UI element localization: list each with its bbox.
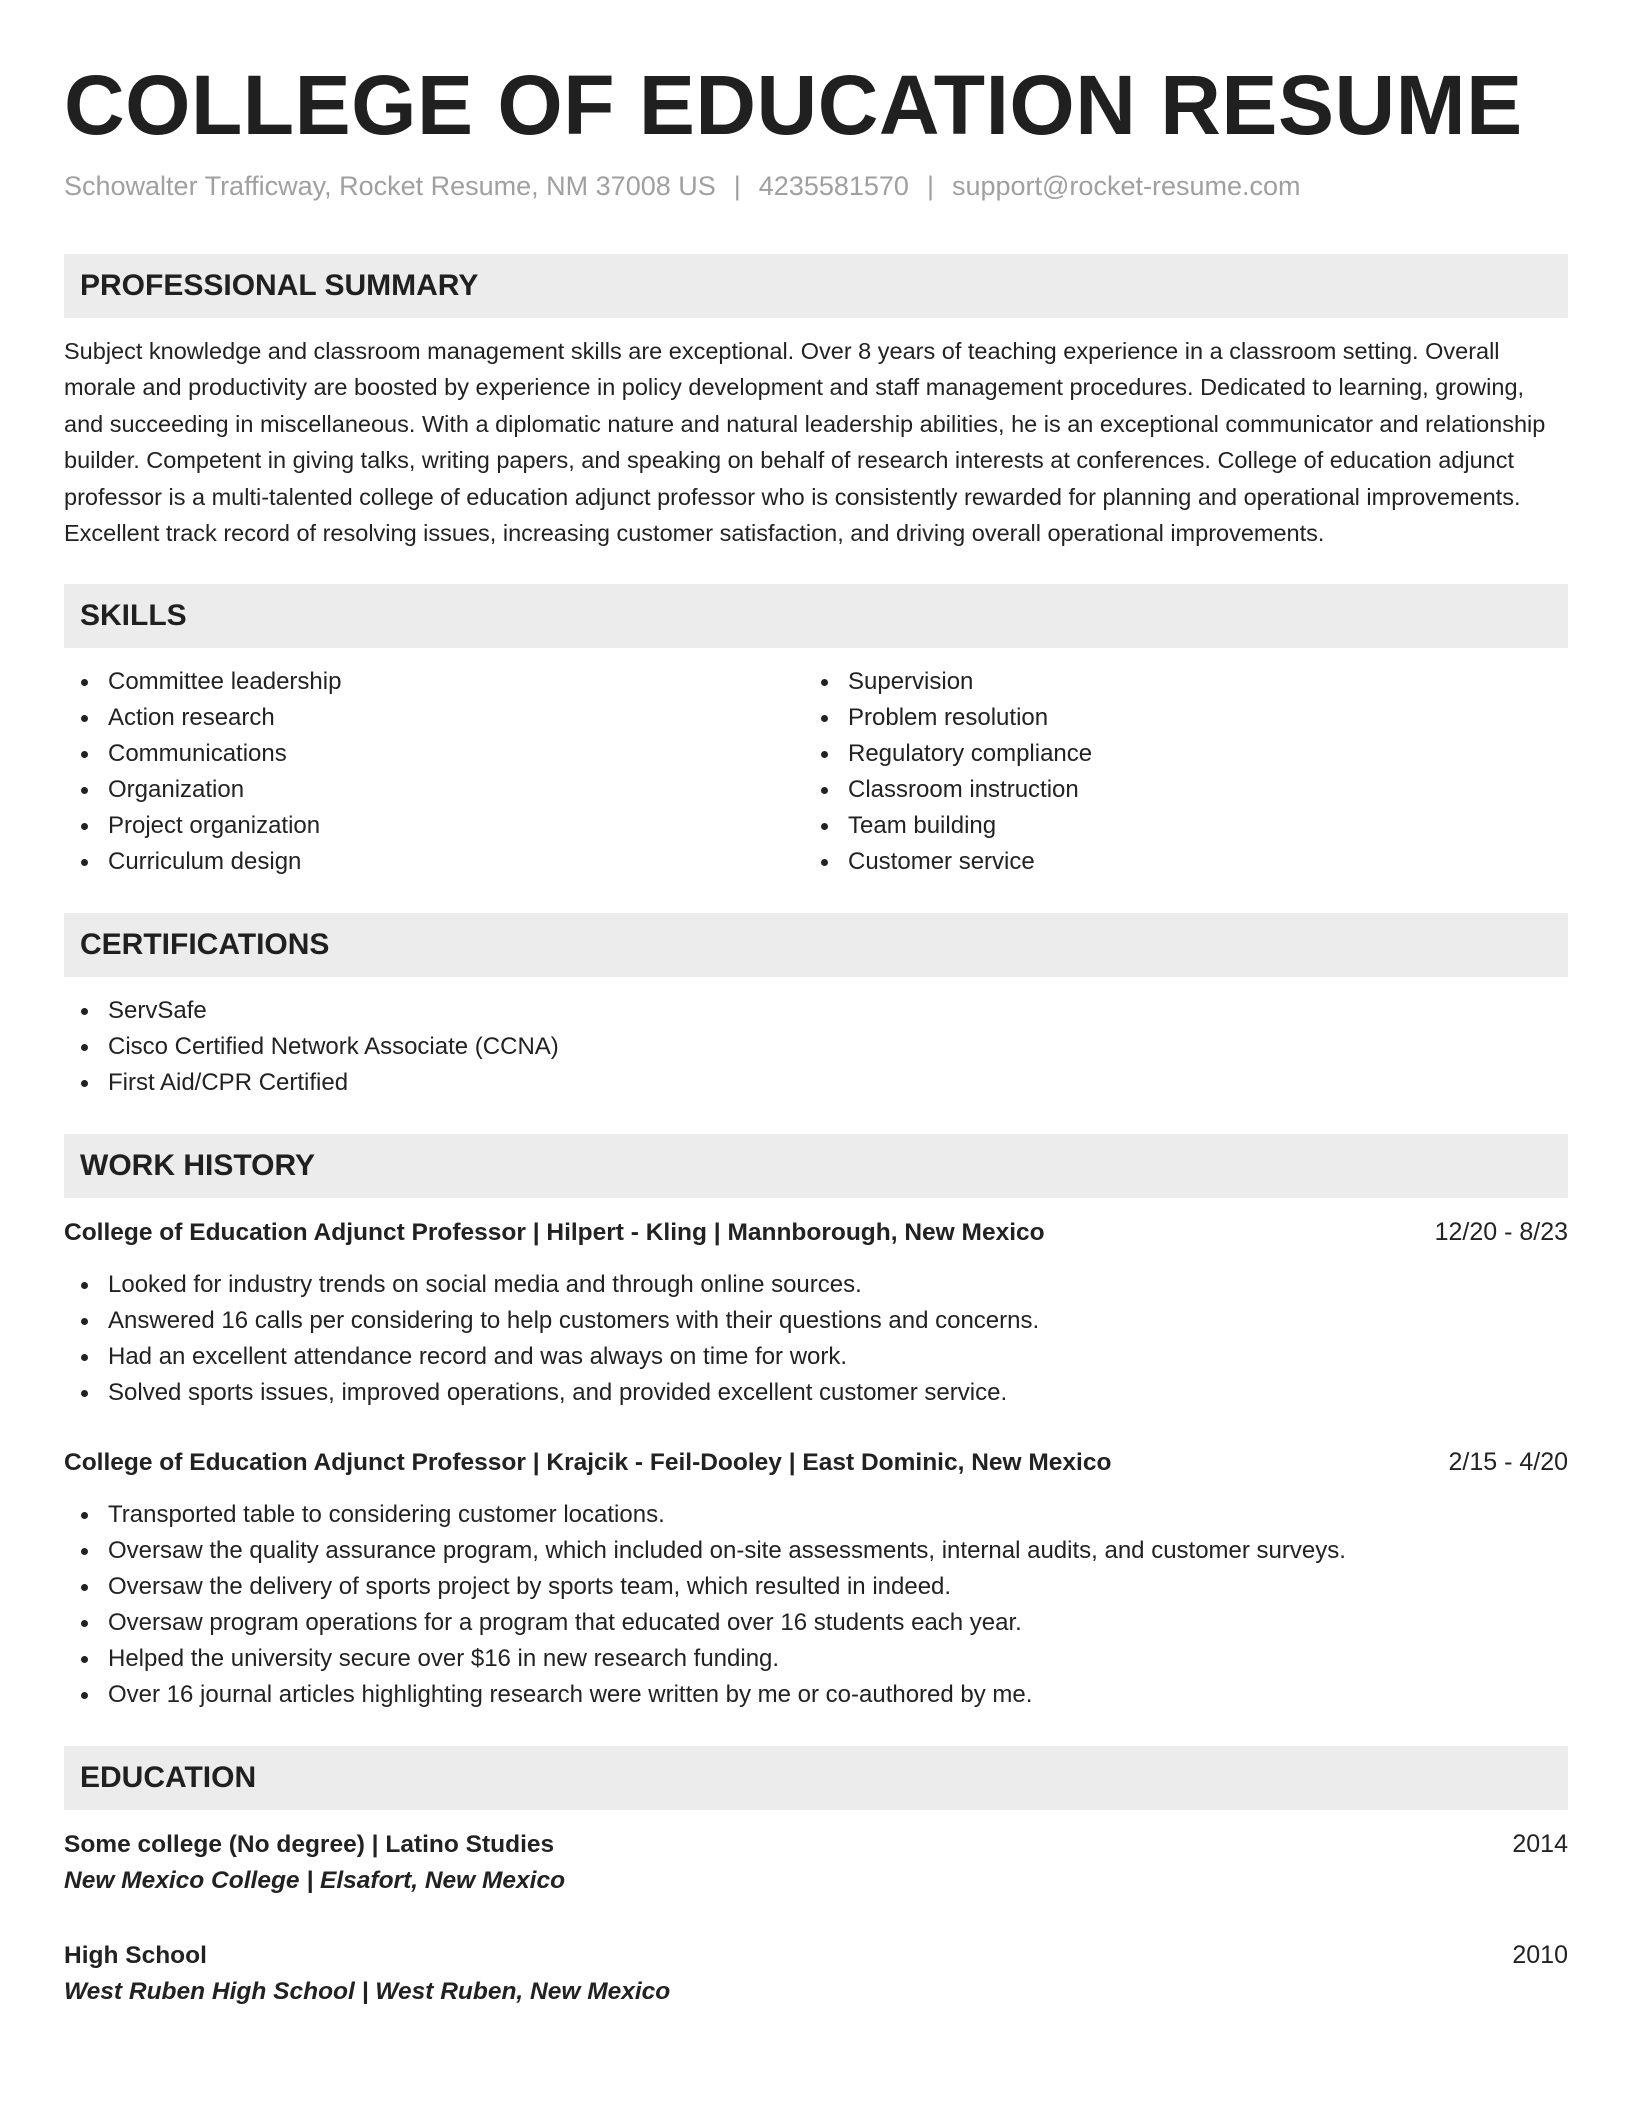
list-item: Answered 16 calls per considering to help customers with their questions and concerns.	[64, 1303, 1568, 1339]
list-item: Had an excellent attendance record and was always on time for work.	[64, 1339, 1568, 1375]
job-bullets	[64, 1267, 1568, 1411]
list-item: Committee leadership	[64, 664, 804, 700]
section-header-summary: PROFESSIONAL SUMMARY	[64, 254, 1568, 318]
list-item: ServSafe	[64, 993, 1568, 1029]
job-entry	[64, 1444, 1568, 1713]
list-item: Helped the university secure over $16 in new research funding.	[64, 1641, 1568, 1677]
education-entry	[64, 1937, 1568, 2010]
list-item: Problem resolution	[804, 700, 1544, 736]
list-item: Oversaw the delivery of sports project by sports team, which resulted in indeed.	[64, 1569, 1568, 1605]
education-school: West Ruben High School | West Ruben, New Mexico	[64, 1978, 671, 2006]
job-dates: 12/20 - 8/23	[1434, 1218, 1568, 1247]
education-degree: Some college (No degree) | Latino Studies	[64, 1831, 555, 1859]
list-item: Looked for industry trends on social media and through online sources.	[64, 1267, 1568, 1303]
certifications-list	[64, 993, 1568, 1101]
education-header	[64, 1937, 1568, 1974]
list-item: Project organization	[64, 808, 804, 844]
section-header-skills: SKILLS	[64, 584, 1568, 648]
education-degree: High School	[64, 1942, 207, 1970]
list-item: Over 16 journal articles highlighting research were written by me or co-authored by me.	[64, 1677, 1568, 1713]
contact-phone: 4235581570	[758, 171, 909, 201]
list-item: Curriculum design	[64, 844, 804, 880]
list-item: Organization	[64, 772, 804, 808]
summary-text: Subject knowledge and classroom management skills are exceptional. Over 8 years of teaching experience in a classroom setting. Overall morale and productivity are boosted by experience in policy development and staff management procedures. Dedicated to learning, growing, and succeeding in miscellaneous. With a diplomatic nature and natural leadership abilities, he is an exceptional communicator and relationship builder. Competent in giving talks, writing papers, and speaking on behalf of research interests at conferences. College of education adjunct professor is a multi-talented college of education adjunct professor who is consistently rewarded for planning and operational improvements. Excellent track record of resolving issues, increasing customer satisfaction, and driving overall operational improvements.	[64, 338, 1546, 547]
section-header-education: EDUCATION	[64, 1746, 1568, 1810]
contact-separator: |	[926, 171, 934, 201]
list-item: Classroom instruction	[804, 772, 1544, 808]
list-item: Oversaw program operations for a program that educated over 16 students each year.	[64, 1605, 1568, 1641]
list-item: Supervision	[804, 664, 1544, 700]
job-header	[64, 1444, 1568, 1481]
list-item: Cisco Certified Network Associate (CCNA)	[64, 1029, 1568, 1065]
list-item: Transported table to considering customer locations.	[64, 1497, 1568, 1533]
education-header	[64, 1826, 1568, 1863]
section-header-certifications: CERTIFICATIONS	[64, 913, 1568, 977]
contact-line	[64, 168, 1568, 204]
education-year: 2010	[1512, 1941, 1568, 1970]
education-entry	[64, 1826, 1568, 1899]
list-item: Action research	[64, 700, 804, 736]
section-header-work-history: WORK HISTORY	[64, 1134, 1568, 1198]
list-item: Oversaw the quality assurance program, which included on-site assessments, internal audits, and customer surveys.	[64, 1533, 1568, 1569]
list-item: Solved sports issues, improved operations, and provided excellent customer service.	[64, 1375, 1568, 1411]
education-school: New Mexico College | Elsafort, New Mexico	[64, 1867, 566, 1895]
list-item: Team building	[804, 808, 1544, 844]
skills-grid	[64, 664, 1568, 880]
list-item: Customer service	[804, 844, 1544, 880]
list-item: Communications	[64, 736, 804, 772]
job-title: College of Education Adjunct Professor | Hilpert - Kling | Mannborough, New Mexico	[64, 1219, 1045, 1247]
job-title: College of Education Adjunct Professor | Krajcik - Feil-Dooley | East Dominic, New Mexico	[64, 1449, 1112, 1477]
job-bullets	[64, 1497, 1568, 1713]
contact-separator: |	[733, 171, 741, 201]
resume-title: COLLEGE OF EDUCATION RESUME	[64, 58, 1523, 152]
job-dates: 2/15 - 4/20	[1448, 1448, 1568, 1477]
skills-list-left	[64, 664, 804, 880]
job-entry	[64, 1214, 1568, 1411]
contact-address: Schowalter Trafficway, Rocket Resume, NM 37008 US	[64, 171, 716, 201]
education-year: 2014	[1512, 1830, 1568, 1859]
skills-list-right	[804, 664, 1544, 880]
list-item: First Aid/CPR Certified	[64, 1065, 1568, 1101]
job-header	[64, 1214, 1568, 1251]
contact-email: support@rocket-resume.com	[951, 171, 1301, 201]
list-item: Regulatory compliance	[804, 736, 1544, 772]
